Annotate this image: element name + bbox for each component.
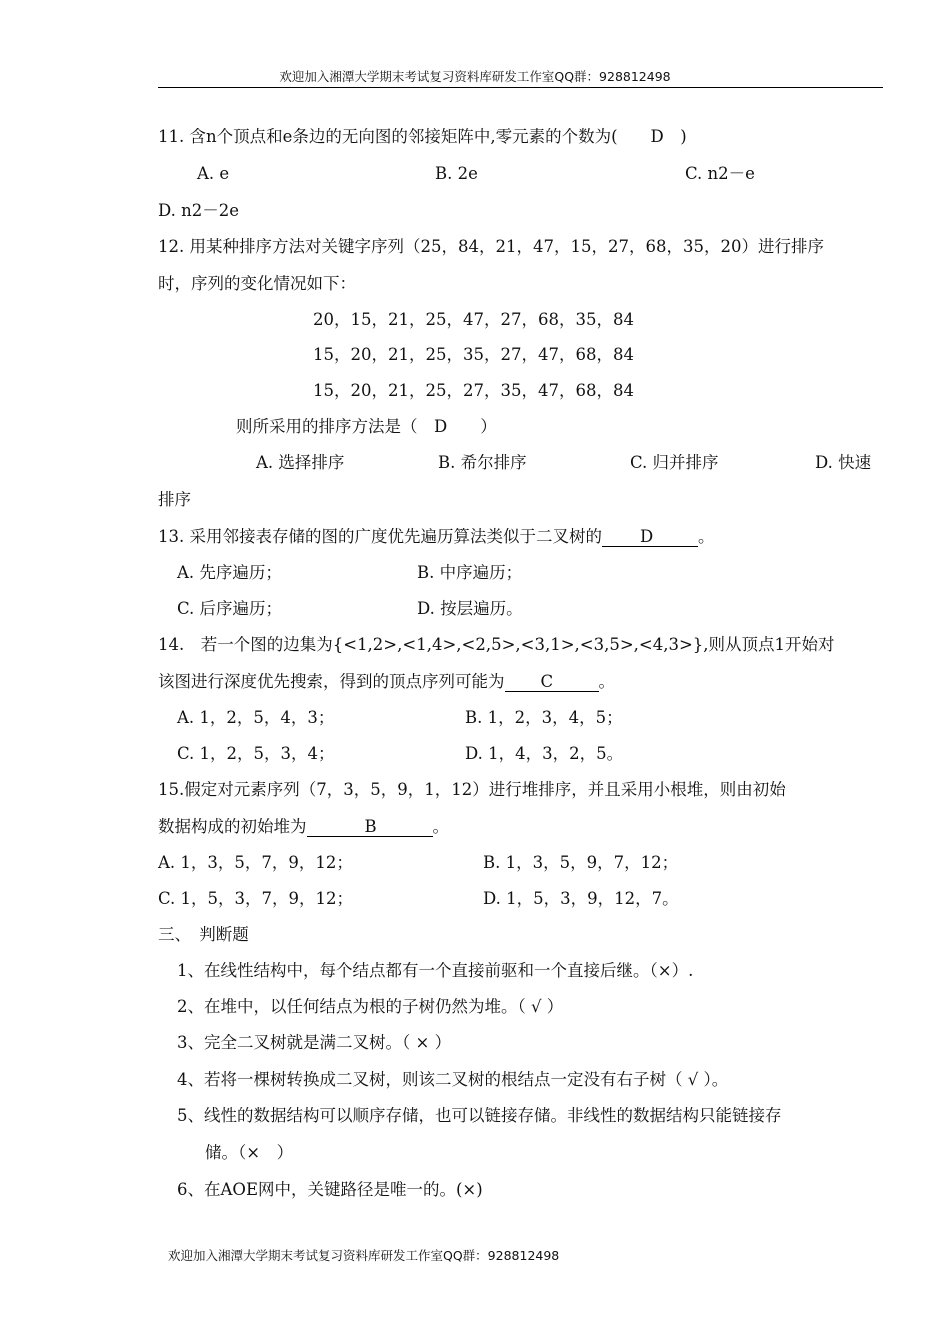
q13-option-c: C. 后序遍历；	[177, 599, 283, 618]
q12-stem-line1: 12. 用某种排序方法对关键字序列（25，84，21，47，15，27，68，35，20）进行排序	[158, 237, 824, 256]
judge-item-4: 4、若将一棵树转换成二叉树，则该二叉树的根结点一定没有右子树（ √ ）。	[177, 1070, 729, 1089]
judge-item-5: 5、线性的数据结构可以顺序存储，也可以链接存储。非线性的数据结构只能链接存	[177, 1106, 782, 1125]
page-header: 欢迎加入湘潭大学期末考试复习资料库研发工作室QQ群：928812498	[279, 69, 671, 84]
q13-answer-blank: D	[602, 528, 698, 547]
q14-stem-line2	[158, 672, 615, 692]
q12-option-a: A. 选择排序	[256, 453, 345, 472]
q12-option-b: B. 希尔排序	[438, 453, 527, 472]
q15-option-a: A. 1，3，5，7，9，12；	[158, 853, 353, 872]
q12-sequence-3: 15，20，21，25，27，35，47，68，84	[313, 381, 634, 400]
judge-item-2: 2、在堆中，以任何结点为根的子树仍然为堆。（ √ ）	[177, 997, 564, 1016]
q13-option-b: B. 中序遍历；	[417, 563, 523, 582]
q11-option-c: C. n2－e	[685, 164, 755, 183]
q13-stem-prefix: 13. 采用邻接表存储的图的广度优先遍历算法类似于二叉树的	[158, 527, 602, 546]
q12-question: 则所采用的排序方法是（ D ）	[236, 417, 497, 436]
q15-option-c: C. 1，5，3，7，9，12；	[158, 889, 354, 908]
q15-stem-line2	[158, 817, 449, 837]
q15-answer-blank: B	[307, 818, 433, 837]
q12-sequence-1: 20，15，21，25，47，27，68，35，84	[313, 310, 634, 329]
page-footer: 欢迎加入湘潭大学期末考试复习资料库研发工作室QQ群：928812498	[168, 1248, 560, 1263]
judge-item-1: 1、在线性结构中，每个结点都有一个直接前驱和一个直接后继。（×）.	[177, 961, 694, 980]
q13-option-d: D. 按层遍历。	[417, 599, 523, 618]
header-divider	[158, 87, 883, 88]
judge-item-3: 3、完全二叉树就是满二叉树。（ × ）	[177, 1033, 452, 1052]
q14-option-b: B. 1，2，3，4，5；	[465, 708, 623, 727]
q11-stem: 11. 含n个顶点和e条边的无向图的邻接矩阵中,零元素的个数为( D )	[158, 127, 687, 146]
judge-item-6: 6、在AOE网中，关键路径是唯一的。(×)	[177, 1180, 483, 1199]
q14-stem-suffix: 。	[598, 672, 615, 691]
q15-stem-suffix: 。	[432, 817, 449, 836]
q14-stem-line1: 14. 若一个图的边集为{<1,2>,<1,4>,<2,5>,<3,1>,<3,5>,<4,3>},则从顶点1开始对	[158, 635, 835, 654]
q12-option-d-wrap: 排序	[158, 490, 191, 509]
section3-title: 三、 判断题	[158, 925, 249, 944]
q11-option-a: A. e	[197, 164, 230, 183]
q14-option-a: A. 1，2，5，4，3；	[177, 708, 335, 727]
q15-stem-line1: 15.假定对元素序列（7，3，5，9，1，12）进行堆排序，并且采用小根堆，则由初始	[158, 780, 786, 799]
q12-sequence-2: 15，20，21，25，35，27，47，68，84	[313, 345, 634, 364]
q13-stem	[158, 527, 715, 547]
q12-stem-line2: 时，序列的变化情况如下：	[158, 274, 356, 293]
q13-option-a: A. 先序遍历；	[177, 563, 282, 582]
q14-answer-blank: C	[505, 673, 599, 692]
q14-stem-prefix: 该图进行深度优先搜索，得到的顶点序列可能为	[158, 672, 505, 691]
q11-option-b: B. 2e	[435, 164, 478, 183]
q15-option-b: B. 1，3，5，9，7，12；	[483, 853, 679, 872]
q12-option-d: D. 快速	[815, 453, 872, 472]
q15-stem-prefix: 数据构成的初始堆为	[158, 817, 307, 836]
q15-option-d: D. 1，5，3，9，12，7。	[483, 889, 679, 908]
judge-item-5-wrap: 储。（× ）	[205, 1143, 294, 1162]
q14-option-c: C. 1，2，5，3，4；	[177, 744, 335, 763]
q11-option-d: D. n2－2e	[158, 201, 240, 220]
q14-option-d: D. 1，4，3，2，5。	[465, 744, 624, 763]
q13-stem-suffix: 。	[698, 527, 715, 546]
q12-option-c: C. 归并排序	[630, 453, 719, 472]
